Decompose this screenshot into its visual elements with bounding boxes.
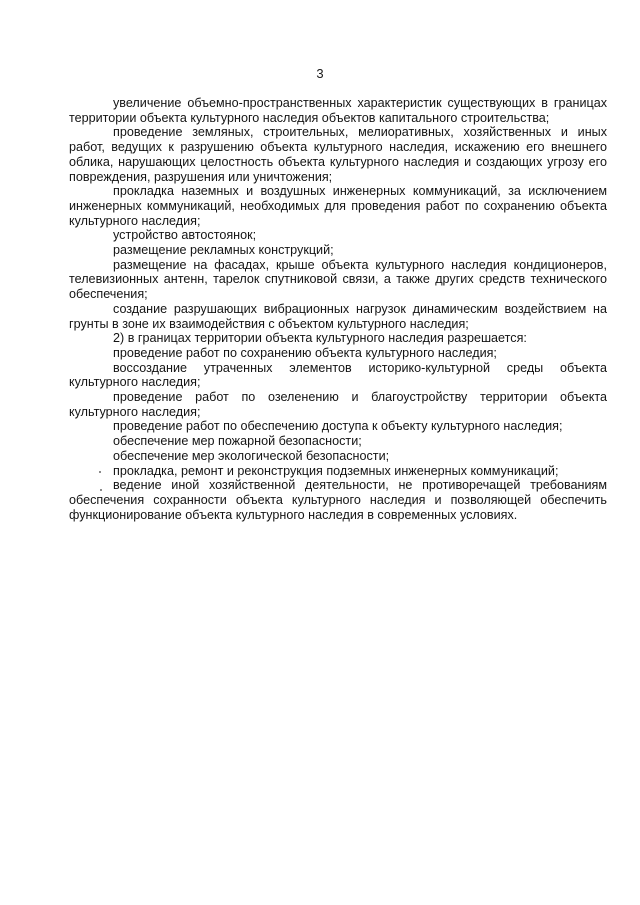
paragraph: проведение земляных, строительных, мелиоративных, хозяйственных и иных работ, ведущих к разрушению объекта культурного наследия, искажению его внешнего облика, нарушающих целостность объекта культурного наследия и создающих угрозу его повреждения, разрушения или уничтожения; xyxy=(69,125,607,184)
paragraph: прокладка наземных и воздушных инженерных коммуникаций, за исключением инженерных коммуникаций, необходимых для проведения работ по сохранению объекта культурного наследия; xyxy=(69,184,607,228)
paragraph: проведение работ по сохранению объекта культурного наследия; xyxy=(113,345,497,360)
paragraph: прокладка, ремонт и реконструкция подземных инженерных коммуникаций; xyxy=(113,463,559,478)
paragraph: проведение работ по обеспечению доступа к объекту культурного наследия; xyxy=(113,419,563,434)
paragraph: обеспечение мер экологической безопасности; xyxy=(113,448,390,463)
paragraph: размещение рекламных конструкций; xyxy=(113,243,334,258)
paragraph: размещение на фасадах, крыше объекта культурного наследия кондиционеров, телевизионных антенн, тарелок спутниковой связи, а также других средств технического обеспечения; xyxy=(69,257,607,302)
page-number: 3 xyxy=(316,66,324,81)
paragraph: создание разрушающих вибрационных нагрузок динамическим воздействием на грунты в зоне их взаимодействия с объектом культурного наследия; xyxy=(69,301,607,331)
paragraph: устройство автостоянок; xyxy=(113,228,257,243)
paragraph: увеличение объемно-пространственных характеристик существующих в границах территории объекта культурного наследия объектов капитального строительства; xyxy=(69,96,607,125)
paragraph: 2) в границах территории объекта культурного наследия разрешается: xyxy=(113,331,527,346)
document-body xyxy=(69,96,607,522)
paragraph: проведение работ по озеленению и благоустройству территории объекта культурного наследия; xyxy=(69,390,607,419)
paragraph: обеспечение мер пожарной безопасности; xyxy=(113,434,362,449)
paragraph: воссоздание утраченных элементов историко-культурной среды объекта культурного наследия; xyxy=(69,360,607,390)
paragraph: ведение иной хозяйственной деятельности, не противоречащей требованиям обеспечения сохранности объекта культурного наследия и позволяющей обеспечить функционирование объекта культурного наследия в современных условиях. xyxy=(69,478,607,522)
scan-speck xyxy=(100,489,102,491)
scan-speck xyxy=(99,471,101,473)
